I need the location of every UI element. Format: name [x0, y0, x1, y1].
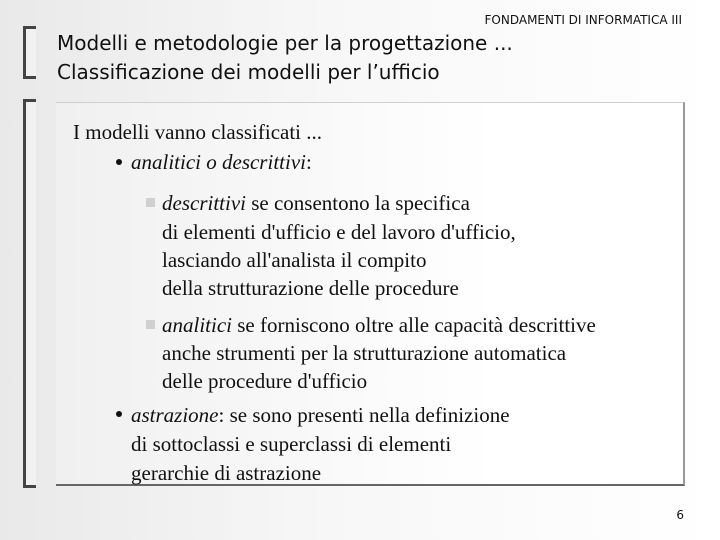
course-header: FONDAMENTI DI INFORMATICA III: [484, 13, 682, 27]
bullet-rest: :: [305, 150, 312, 174]
body-bracket-decoration: [23, 99, 36, 488]
bullet-analitici-descrittivi: [131, 148, 312, 177]
sub-bullet-square-icon: [146, 320, 155, 329]
bullet-astrazione: [131, 401, 510, 430]
page-number: 6: [676, 508, 684, 522]
sub-bullet-descrittivi-line-2: di elementi d'ufficio e del lavoro d'ufficio,: [162, 220, 516, 244]
sub-bullet-term: analitici: [162, 313, 232, 337]
title-bracket-decoration: [23, 26, 36, 79]
slide-title-line-1: Modelli e metodologie per la progettazione ...: [57, 31, 513, 55]
sub-bullet-rest: se forniscono oltre alle capacità descrittive: [232, 313, 596, 337]
sub-bullet-rest: se consentono la specifica: [245, 191, 470, 215]
sub-bullet-descrittivi: [162, 189, 470, 218]
sub-bullet-descrittivi-line-4: della strutturazione delle procedure: [162, 276, 459, 300]
slide-title: [57, 29, 513, 87]
intro-text: I modelli vanno classificati ...: [73, 120, 323, 144]
sub-bullet-analitici-line-2: anche strumenti per la strutturazione automatica: [162, 341, 567, 365]
slide-title-line-2: Classificazione dei modelli per l’ufficio: [57, 60, 440, 84]
bullet-astrazione-line-3: gerarchie di astrazione: [131, 461, 322, 485]
bullet-astrazione-line-2: di sottoclassi e superclassi di elementi: [131, 432, 452, 456]
sub-bullet-analitici-line-3: delle procedure d'ufficio: [162, 369, 368, 393]
bullet-rest: : se sono presenti nella definizione: [218, 403, 510, 427]
bullet-term: analitici o descrittivi: [131, 150, 306, 174]
sub-bullet-square-icon: [146, 198, 155, 207]
bullet-term: astrazione: [131, 403, 219, 427]
bullet-dot-icon: [116, 159, 122, 165]
sub-bullet-analitici: [162, 311, 596, 340]
sub-bullet-term: descrittivi: [162, 191, 246, 215]
bullet-dot-icon: [116, 411, 122, 417]
sub-bullet-descrittivi-line-3: lasciando all'analista il compito: [162, 248, 427, 272]
